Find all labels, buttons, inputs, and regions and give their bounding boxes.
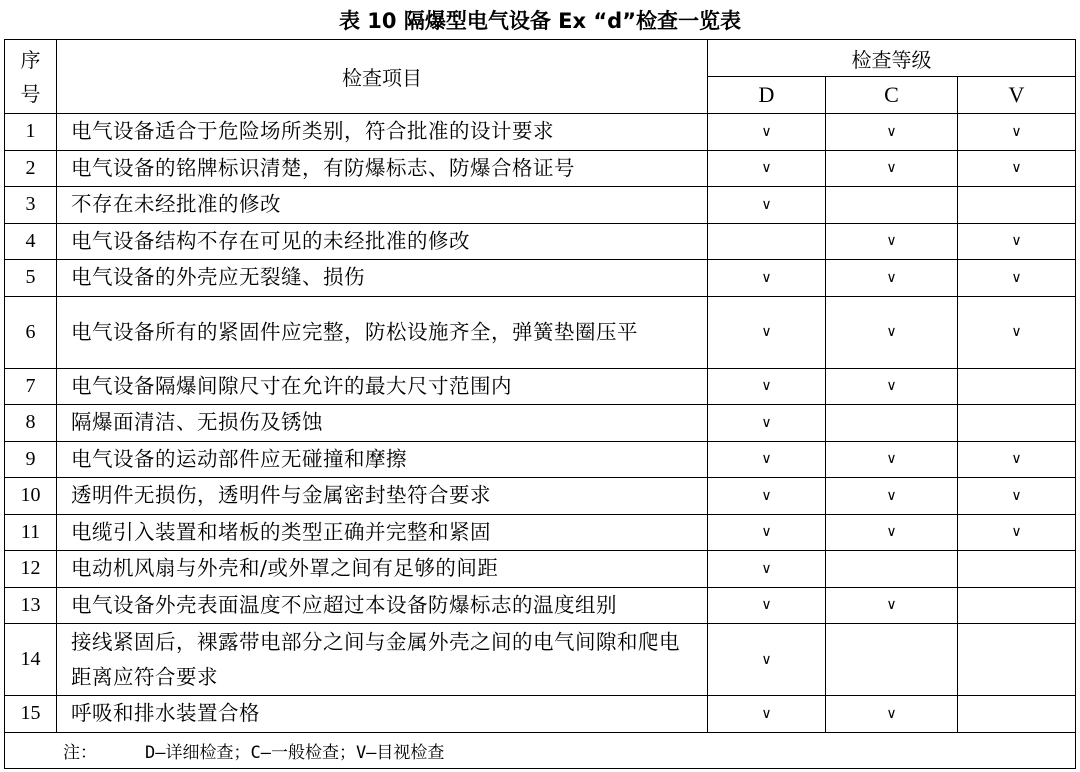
row-check-item: 电气设备的运动部件应无碰撞和摩擦 <box>57 441 708 478</box>
level-c-cell <box>826 551 958 588</box>
level-c-cell: ∨ <box>826 296 958 368</box>
table-title: 表 10 隔爆型电气设备 Ex “d”检查一览表 <box>339 9 741 33</box>
level-d-cell: ∨ <box>708 187 826 224</box>
table-body <box>5 114 1076 733</box>
table-row <box>5 514 1076 551</box>
row-number: 7 <box>5 368 57 405</box>
level-d-cell: ∨ <box>708 260 826 297</box>
row-number: 6 <box>5 296 57 368</box>
seq-header <box>5 40 57 114</box>
level-d-cell: ∨ <box>708 150 826 187</box>
row-number: 14 <box>5 624 57 696</box>
table-row <box>5 587 1076 624</box>
level-v-cell: ∨ <box>958 223 1076 260</box>
level-d-cell: ∨ <box>708 696 826 733</box>
row-check-item: 电气设备所有的紧固件应完整，防松设施齐全，弹簧垫圈压平 <box>57 296 708 368</box>
row-check-item: 电气设备适合于危险场所类别，符合批准的设计要求 <box>57 114 708 151</box>
row-number: 3 <box>5 187 57 224</box>
row-check-item: 透明件无损伤，透明件与金属密封垫符合要求 <box>57 478 708 515</box>
level-v-cell <box>958 551 1076 588</box>
level-v-cell <box>958 587 1076 624</box>
row-check-item: 呼吸和排水装置合格 <box>57 696 708 733</box>
level-c-cell: ∨ <box>826 514 958 551</box>
level-header-d: D <box>708 77 826 114</box>
level-v-cell: ∨ <box>958 150 1076 187</box>
level-v-cell <box>958 696 1076 733</box>
table-row <box>5 260 1076 297</box>
row-number: 5 <box>5 260 57 297</box>
level-c-cell: ∨ <box>826 587 958 624</box>
row-number: 2 <box>5 150 57 187</box>
row-check-item: 电气设备的外壳应无裂缝、损伤 <box>57 260 708 297</box>
level-d-cell: ∨ <box>708 296 826 368</box>
table-row <box>5 114 1076 151</box>
row-check-item: 电气设备隔爆间隙尺寸在允许的最大尺寸范围内 <box>57 368 708 405</box>
level-c-cell: ∨ <box>826 223 958 260</box>
level-v-cell: ∨ <box>958 296 1076 368</box>
row-check-item: 电缆引入装置和堵板的类型正确并完整和紧固 <box>57 514 708 551</box>
item-header: 检查项目 <box>57 40 708 114</box>
table-row <box>5 441 1076 478</box>
row-number: 13 <box>5 587 57 624</box>
note-label: 注： <box>63 742 97 763</box>
note-text: D—详细检查；C—一般检查；V—目视检查 <box>145 742 445 763</box>
level-v-cell: ∨ <box>958 260 1076 297</box>
level-v-cell <box>958 187 1076 224</box>
level-v-cell <box>958 368 1076 405</box>
row-check-item: 不存在未经批准的修改 <box>57 187 708 224</box>
level-d-cell: ∨ <box>708 624 826 696</box>
level-d-cell: ∨ <box>708 478 826 515</box>
level-v-cell: ∨ <box>958 478 1076 515</box>
row-number: 15 <box>5 696 57 733</box>
level-d-cell <box>708 223 826 260</box>
row-check-item: 电气设备结构不存在可见的未经批准的修改 <box>57 223 708 260</box>
level-c-cell <box>826 405 958 442</box>
level-v-cell <box>958 624 1076 696</box>
level-d-cell: ∨ <box>708 551 826 588</box>
table-row <box>5 478 1076 515</box>
level-c-cell <box>826 624 958 696</box>
row-number: 9 <box>5 441 57 478</box>
level-c-cell: ∨ <box>826 260 958 297</box>
row-number: 10 <box>5 478 57 515</box>
table-row <box>5 405 1076 442</box>
row-number: 11 <box>5 514 57 551</box>
row-check-item: 接线紧固后，裸露带电部分之间与金属外壳之间的电气间隙和爬电距离应符合要求 <box>57 624 708 696</box>
table-row <box>5 551 1076 588</box>
level-c-cell: ∨ <box>826 696 958 733</box>
level-d-cell: ∨ <box>708 114 826 151</box>
row-check-item: 电气设备外壳表面温度不应超过本设备防爆标志的温度组别 <box>57 587 708 624</box>
level-d-cell: ∨ <box>708 514 826 551</box>
row-number: 12 <box>5 551 57 588</box>
level-c-cell: ∨ <box>826 150 958 187</box>
level-header-v: V <box>958 77 1076 114</box>
level-c-cell: ∨ <box>826 478 958 515</box>
level-d-cell: ∨ <box>708 368 826 405</box>
table-row <box>5 150 1076 187</box>
table-note <box>5 732 1076 768</box>
level-d-cell: ∨ <box>708 587 826 624</box>
level-c-cell: ∨ <box>826 441 958 478</box>
table-row <box>5 223 1076 260</box>
level-v-cell: ∨ <box>958 441 1076 478</box>
table-row <box>5 368 1076 405</box>
level-v-cell: ∨ <box>958 114 1076 151</box>
level-d-cell: ∨ <box>708 405 826 442</box>
row-check-item: 电气设备的铭牌标识清楚，有防爆标志、防爆合格证号 <box>57 150 708 187</box>
table-row <box>5 624 1076 696</box>
level-c-cell: ∨ <box>826 368 958 405</box>
level-group-header: 检查等级 <box>708 40 1076 77</box>
level-d-cell: ∨ <box>708 441 826 478</box>
table-row <box>5 696 1076 733</box>
row-check-item: 电动机风扇与外壳和/或外罩之间有足够的间距 <box>57 551 708 588</box>
table-row <box>5 296 1076 368</box>
level-c-cell: ∨ <box>826 114 958 151</box>
level-v-cell <box>958 405 1076 442</box>
table-row <box>5 187 1076 224</box>
row-check-item: 隔爆面清洁、无损伤及锈蚀 <box>57 405 708 442</box>
row-number: 8 <box>5 405 57 442</box>
level-c-cell <box>826 187 958 224</box>
inspection-table <box>4 39 1076 769</box>
row-number: 4 <box>5 223 57 260</box>
seq-header-label: 序号 <box>20 47 41 106</box>
level-v-cell: ∨ <box>958 514 1076 551</box>
level-header-c: C <box>826 77 958 114</box>
row-number: 1 <box>5 114 57 151</box>
